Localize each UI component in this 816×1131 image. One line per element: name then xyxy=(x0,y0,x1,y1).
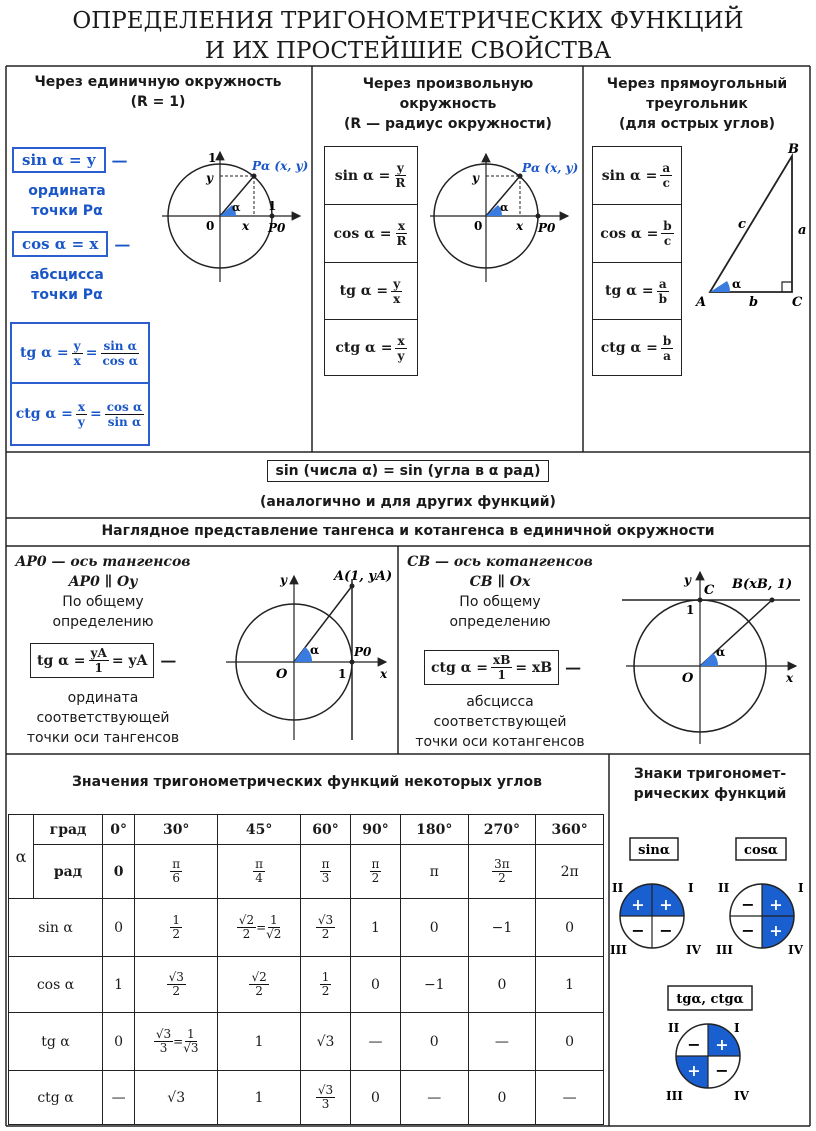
ctg-den-1: y xyxy=(77,414,85,429)
col2-den: R xyxy=(395,176,406,190)
value-cell: — xyxy=(103,1071,135,1125)
col2-heading-3: (R — радиус окружности) xyxy=(344,116,552,132)
rad-cell xyxy=(218,845,301,899)
sin-label: sinα xyxy=(638,843,670,858)
quadrant-label: IV xyxy=(734,1089,749,1103)
label-pa: Pα (x, y) xyxy=(252,159,309,173)
val-eq: = xyxy=(256,920,267,935)
value-cell xyxy=(135,957,218,1013)
rad-num: 3π xyxy=(494,857,510,871)
quadrant-label: II xyxy=(718,881,730,895)
val-num: √3 xyxy=(168,970,184,984)
deg-cell: 360° xyxy=(536,815,604,845)
quadrant-label: III xyxy=(666,1089,683,1103)
val-den: 2 xyxy=(321,984,330,998)
table-row-ctg xyxy=(9,1071,604,1125)
value-cell: −1 xyxy=(400,957,468,1013)
value-cell: 0 xyxy=(103,1013,135,1071)
label-one-x: 1 xyxy=(268,199,277,213)
deg-cell: 60° xyxy=(301,815,351,845)
quadrant-label: III xyxy=(610,943,627,957)
col3-den: b xyxy=(658,291,667,306)
cos-definition-box: cos α = x xyxy=(12,231,108,257)
point-c xyxy=(698,598,703,603)
table-row-degrees xyxy=(9,815,604,845)
col3-lhs: ctg α = xyxy=(600,340,658,356)
tg-den-1: x xyxy=(73,353,81,368)
tangent-formula-box xyxy=(30,643,154,678)
col2-heading-2: окружность xyxy=(399,96,497,112)
sign: + xyxy=(659,895,673,914)
rad-den: 2 xyxy=(498,871,506,885)
sign: − xyxy=(687,1035,701,1054)
value-cell xyxy=(135,1013,218,1071)
val-num-2: 1 xyxy=(187,1027,195,1041)
value-cell: 0 xyxy=(536,899,604,957)
val-den: 3 xyxy=(159,1041,168,1055)
tangent-lhs: tg α = xyxy=(37,652,86,669)
col3-num: a xyxy=(662,161,671,175)
quadrant-label: I xyxy=(798,881,804,895)
col2-lhs: ctg α = xyxy=(335,340,393,356)
rad-num: π xyxy=(321,857,330,871)
tg-den-2: cos α xyxy=(102,353,138,368)
rad-num: π xyxy=(371,857,380,871)
sign: − xyxy=(741,921,755,940)
label-a-vertex: A xyxy=(696,295,707,310)
point-p0 xyxy=(536,214,541,219)
col2-num: x xyxy=(397,333,405,348)
value-cell: 1 xyxy=(218,1013,301,1071)
cotangent-lhs: ctg α = xyxy=(431,659,489,676)
label-x: x xyxy=(380,667,388,681)
value-cell: 1 xyxy=(218,1071,301,1125)
signs-title-1: Знаки тригономет- xyxy=(633,766,787,782)
col2-num: y xyxy=(396,161,404,175)
cotangent-def-1: По общему xyxy=(459,594,541,610)
sin-desc-1: ордината xyxy=(28,183,106,199)
value-cell: 1 xyxy=(351,899,401,957)
value-cell: 0 xyxy=(351,1071,401,1125)
value-cell: 0 xyxy=(468,1071,536,1125)
val-den: 2 xyxy=(255,984,263,998)
value-cell xyxy=(301,899,351,957)
point-p0 xyxy=(350,660,355,665)
rad-den: 2 xyxy=(371,871,380,885)
quadrant-label: I xyxy=(734,1021,740,1035)
label-y: y xyxy=(472,171,479,185)
deg-cell: 270° xyxy=(468,815,536,845)
signs-diagrams xyxy=(612,830,808,1124)
tangent-parallel: AP0 ∥ Oy xyxy=(68,574,138,590)
cotangent-desc-2: соответствующей xyxy=(433,714,567,730)
col3-lhs: tg α = xyxy=(605,283,654,299)
value-cell: √3 xyxy=(135,1071,218,1125)
title-line-2: И ИХ ПРОСТЕЙШИЕ СВОЙСТВА xyxy=(204,38,612,64)
col3-heading-2: треугольник xyxy=(646,96,748,112)
dash: — xyxy=(565,658,582,677)
sign: + xyxy=(715,1035,729,1054)
cotangent-desc-1: абсцисса xyxy=(466,694,534,710)
tangent-desc-1: ордината xyxy=(67,690,139,706)
sign: − xyxy=(631,921,645,940)
value-cell xyxy=(301,957,351,1013)
val-num: 1 xyxy=(321,970,330,984)
label-y: y xyxy=(206,171,213,185)
label-alpha: α xyxy=(310,643,320,657)
cotangent-desc-3: точки оси котангенсов xyxy=(415,734,585,750)
sin-definition-box: sin α = y xyxy=(12,147,106,173)
val-num: 1 xyxy=(172,913,181,927)
sign: + xyxy=(631,895,645,914)
val-den: 2 xyxy=(172,927,181,941)
cos-label: cosα xyxy=(744,843,778,858)
col2-num: y xyxy=(393,276,401,291)
right-angle-mark xyxy=(782,282,792,292)
cotangent-axis-figure xyxy=(612,566,808,750)
label-x: x xyxy=(516,219,524,233)
row-label: sin α xyxy=(9,899,103,957)
val-den: 2 xyxy=(321,927,330,941)
col2-num: x xyxy=(397,219,406,233)
title-line-1: ОПРЕДЕЛЕНИЯ ТРИГОНОМЕТРИЧЕСКИХ ФУНКЦИЙ xyxy=(72,8,744,34)
sign: + xyxy=(687,1061,701,1080)
col3-num: a xyxy=(658,276,667,291)
val-num: √3 xyxy=(317,913,334,927)
point-p0 xyxy=(270,214,275,219)
value-cell xyxy=(218,899,301,957)
eq: = xyxy=(85,345,98,361)
dash: — xyxy=(160,651,177,670)
rad-cell xyxy=(135,845,218,899)
rad-num: π xyxy=(172,857,181,871)
rad-cell: π xyxy=(400,845,468,899)
col3-num: b xyxy=(663,219,672,233)
deg-cell: 0° xyxy=(103,815,135,845)
label-side-a: a xyxy=(798,223,807,238)
values-table xyxy=(8,814,604,1125)
tg-num-1: y xyxy=(73,338,81,353)
value-cell: 0 xyxy=(400,899,468,957)
sin-desc-2: точки Pα xyxy=(31,203,103,219)
label-x: x xyxy=(786,671,794,685)
col3-lhs: cos α = xyxy=(600,225,659,242)
tangent-def-1: По общему xyxy=(62,594,144,610)
unit-circle-figure xyxy=(160,148,310,288)
value-cell xyxy=(301,1071,351,1125)
tangent-num: yA xyxy=(90,646,107,660)
eq: = xyxy=(89,406,102,422)
tg-label: tgα, ctgα xyxy=(676,992,744,1007)
col2-den: x xyxy=(393,291,401,306)
rad-cell: 0 xyxy=(103,845,135,899)
cos-desc-1: абсцисса xyxy=(30,267,104,283)
cotangent-def-2: определению xyxy=(449,614,551,630)
label-o: O xyxy=(276,667,288,682)
ctg-num-1: x xyxy=(77,399,85,414)
col3-heading-3: (для острых углов) xyxy=(618,116,775,132)
right-triangle-figure xyxy=(694,140,808,320)
cos-desc-2: точки Pα xyxy=(31,287,103,303)
point-pa xyxy=(252,174,257,179)
rad-cell: 2π xyxy=(536,845,604,899)
label-pa: Pα (x, y) xyxy=(522,161,579,175)
label-alpha: α xyxy=(732,277,742,291)
deg-cell: 45° xyxy=(218,815,301,845)
quadrant-label: IV xyxy=(788,943,803,957)
radian-formula-box: sin (числа α) = sin (угла в α рад) xyxy=(267,460,550,482)
val-den: 2 xyxy=(172,984,181,998)
tangent-desc-2: соответствующей xyxy=(36,710,170,726)
val-den-2: √2 xyxy=(266,927,282,941)
val-num: √3 xyxy=(317,1083,334,1097)
col2-lhs: tg α = xyxy=(339,283,389,299)
row-label: tg α xyxy=(9,1013,103,1071)
label-x: x xyxy=(242,219,250,233)
quadrant-label: II xyxy=(668,1021,680,1035)
rad-cell xyxy=(351,845,401,899)
col2-den: R xyxy=(396,234,407,248)
sign: + xyxy=(769,895,783,914)
quadrant-label: III xyxy=(716,943,733,957)
row-label: cos α xyxy=(9,957,103,1013)
tg-lhs: tg α = xyxy=(20,345,69,361)
table-row-sin xyxy=(9,899,604,957)
val-num: √2 xyxy=(251,970,267,984)
value-cell: 0 xyxy=(468,957,536,1013)
signs-title-2: рических функций xyxy=(633,786,787,802)
sign: − xyxy=(741,895,755,914)
col1-heading: Через единичную окружность xyxy=(34,74,282,90)
dash: — xyxy=(114,234,131,254)
rad-den: 6 xyxy=(172,871,181,885)
tg-num-2: sin α xyxy=(103,338,137,353)
label-b-vertex: B xyxy=(788,142,799,157)
value-cell: — xyxy=(400,1071,468,1125)
val-den-2: √3 xyxy=(183,1041,199,1055)
sign: − xyxy=(659,921,673,940)
val-num: √3 xyxy=(155,1027,172,1041)
alpha-header: α xyxy=(9,815,34,899)
rad-cell xyxy=(468,845,536,899)
rad-label: рад xyxy=(34,845,103,899)
row-label: ctg α xyxy=(9,1071,103,1125)
col3-num: b xyxy=(662,333,672,348)
quadrant-label: II xyxy=(612,881,624,895)
tangent-axis-figure xyxy=(206,570,396,750)
value-cell: 0 xyxy=(400,1013,468,1071)
label-origin: 0 xyxy=(206,219,215,233)
tangent-den: 1 xyxy=(94,661,103,675)
rad-cell xyxy=(301,845,351,899)
col3-den: c xyxy=(662,176,670,190)
value-cell xyxy=(135,899,218,957)
rad-den: 4 xyxy=(255,871,263,885)
cotangent-axis-label: CB — ось котангенсов xyxy=(407,554,593,570)
tangent-rhs: = yA xyxy=(111,652,148,669)
label-alpha: α xyxy=(716,645,726,659)
label-y: y xyxy=(280,573,287,587)
col2-heading-1: Через произвольную xyxy=(362,76,534,92)
ctg-num-2: cos α xyxy=(106,399,143,414)
col3-den: c xyxy=(663,234,672,248)
dash: — xyxy=(111,150,128,170)
label-c: C xyxy=(704,583,715,598)
value-cell: 1 xyxy=(536,957,604,1013)
cotangent-num: xB xyxy=(493,653,511,667)
col2-lhs: cos α = xyxy=(333,225,392,242)
val-eq: = xyxy=(173,1034,184,1049)
col1-subheading: (R = 1) xyxy=(130,94,186,110)
label-alpha: α xyxy=(232,201,241,214)
col3-formula-box xyxy=(592,146,682,376)
cotangent-den: 1 xyxy=(497,668,506,682)
label-p0: P0 xyxy=(538,221,556,235)
table-row-radians xyxy=(9,845,604,899)
arbitrary-circle-figure xyxy=(428,150,582,290)
quadrant-label: IV xyxy=(686,943,701,957)
val-den: 3 xyxy=(321,1097,330,1111)
value-cell: √3 xyxy=(301,1013,351,1071)
value-cell: −1 xyxy=(468,899,536,957)
col2-den: y xyxy=(397,348,405,363)
deg-cell: 180° xyxy=(400,815,468,845)
point-b xyxy=(770,598,775,603)
value-cell: 0 xyxy=(351,957,401,1013)
val-num: √2 xyxy=(238,913,255,927)
label-one: 1 xyxy=(338,667,347,681)
label-a: A(1, yA) xyxy=(334,569,393,584)
label-p0: P0 xyxy=(268,221,286,235)
value-cell: 1 xyxy=(103,957,135,1013)
tangent-desc-3: точки оси тангенсов xyxy=(26,730,180,746)
tangent-axis-label: AP0 — ось тангенсов xyxy=(15,554,191,570)
rad-den: 3 xyxy=(321,871,330,885)
label-o: O xyxy=(682,671,694,686)
cotangent-formula-box xyxy=(424,650,559,685)
val-den: 2 xyxy=(242,927,251,941)
table-row-tg xyxy=(9,1013,604,1071)
label-origin: 0 xyxy=(474,219,483,233)
col3-heading-1: Через прямоугольный xyxy=(606,76,788,92)
label-side-b: b xyxy=(749,295,759,310)
quadrant-label: I xyxy=(688,881,694,895)
visual-section-title: Наглядное представление тангенса и котангенса в единичной окружности xyxy=(101,523,715,539)
label-y: y xyxy=(684,573,691,587)
deg-cell: 30° xyxy=(135,815,218,845)
val-num-2: 1 xyxy=(269,913,278,927)
value-cell: 0 xyxy=(103,899,135,957)
radian-note: (аналогично и для других функций) xyxy=(260,494,556,510)
tg-ctg-box xyxy=(10,322,150,446)
label-b: B(xB, 1) xyxy=(732,577,793,592)
values-title: Значения тригонометрических функций некоторых углов xyxy=(71,774,543,790)
tangent-def-2: определению xyxy=(52,614,154,630)
label-p0: P0 xyxy=(354,645,372,659)
label-one-y: 1 xyxy=(208,151,217,165)
value-cell: — xyxy=(536,1071,604,1125)
value-cell: — xyxy=(468,1013,536,1071)
label-side-c: c xyxy=(738,217,746,232)
sign: − xyxy=(715,1061,729,1080)
sign: + xyxy=(769,921,783,940)
point-a xyxy=(350,584,355,589)
col2-lhs: sin α = xyxy=(334,167,391,184)
col3-den: a xyxy=(663,348,671,363)
label-c-vertex: C xyxy=(792,295,803,310)
rad-num: π xyxy=(255,857,264,871)
label-one: 1 xyxy=(686,603,695,617)
value-cell: — xyxy=(351,1013,401,1071)
value-cell: 0 xyxy=(536,1013,604,1071)
col2-formula-box xyxy=(324,146,418,376)
triangle xyxy=(710,156,792,292)
value-cell xyxy=(218,957,301,1013)
deg-label: град xyxy=(34,815,103,845)
cotangent-rhs: = xB xyxy=(515,659,553,676)
label-alpha: α xyxy=(500,201,509,214)
ctg-lhs: ctg α = xyxy=(15,406,73,422)
col3-lhs: sin α = xyxy=(601,167,658,184)
table-row-cos xyxy=(9,957,604,1013)
ctg-den-2: sin α xyxy=(107,414,142,429)
deg-cell: 90° xyxy=(351,815,401,845)
cotangent-parallel: CB ∥ Ox xyxy=(469,574,531,590)
